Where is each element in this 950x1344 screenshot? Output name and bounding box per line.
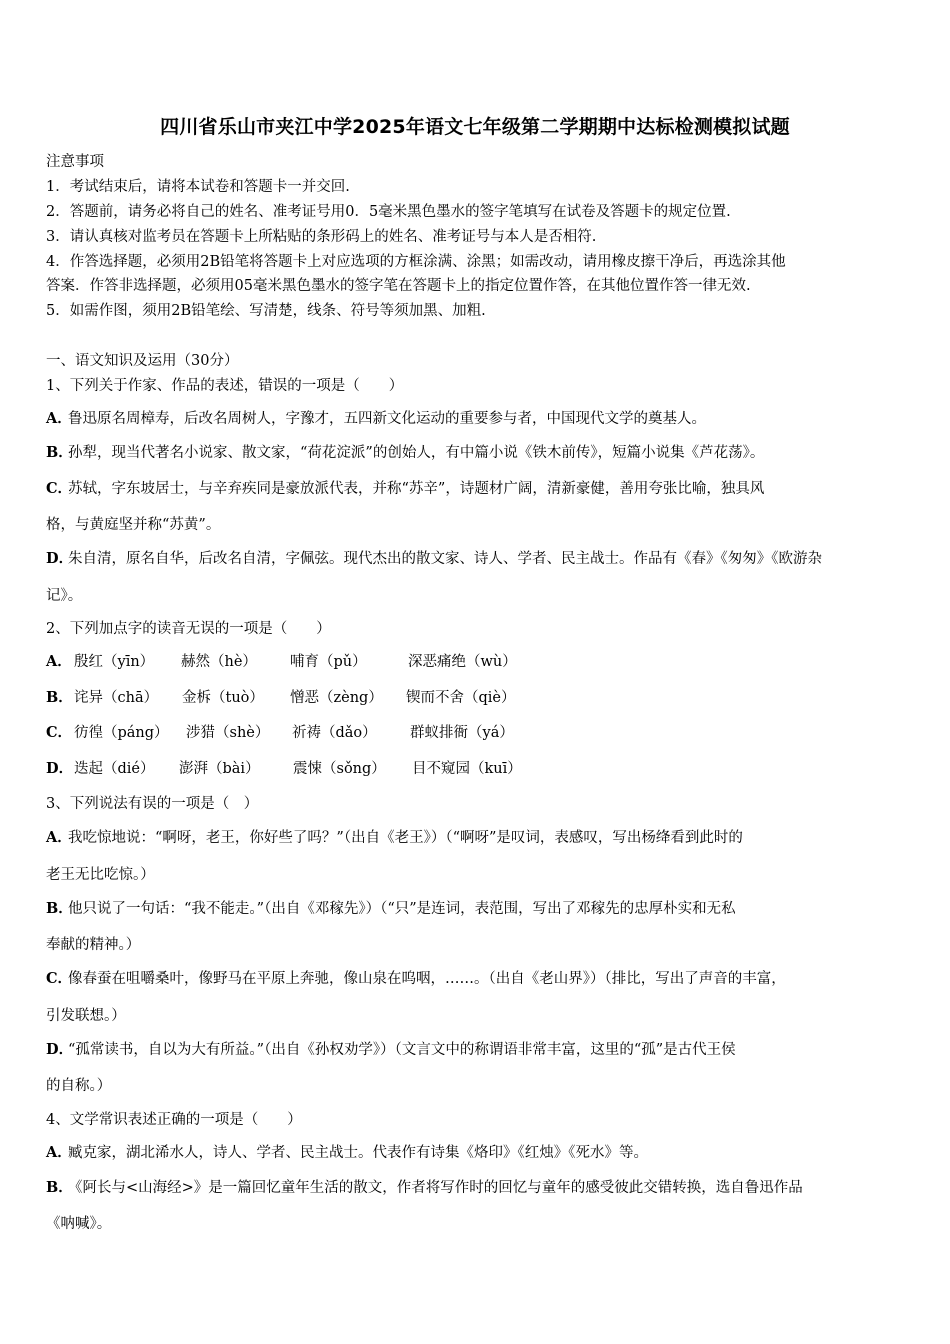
q4-option-a <box>46 1143 912 1163</box>
q1-option-c-cont: 格，与黄庭坚并称“苏黄”。 <box>46 517 221 533</box>
q1-option-d <box>46 549 912 569</box>
option-text: 像春蚕在咀嚼桑叶，像野马在平原上奔驰，像山泉在呜咽，……。（出自《老山界》）（排比，写出了声音的丰富， <box>68 971 786 987</box>
option-text: 朱自清，原名自华，后改名自清，字佩弦。现代杰出的散文家、诗人、学者、民主战士。作品有《春》《匆匆》《欧游杂 <box>68 551 822 567</box>
option-label: A． <box>46 653 72 670</box>
q3-option-c <box>46 969 912 989</box>
q4-option-b-cont: 《呐喊》。 <box>46 1216 112 1232</box>
q3-option-b <box>46 899 912 919</box>
question-1-stem: 1、下列关于作家、作品的表述，错误的一项是（ ） <box>46 378 404 394</box>
pinyin-item: 锲而不舍（qiè） <box>406 690 516 706</box>
option-label: C． <box>46 970 73 987</box>
question-4-stem: 4、文学常识表述正确的一项是（ ） <box>46 1112 302 1128</box>
option-text: 我吃惊地说：“啊呀，老王，你好些了吗？”（出自《老王》）（“啊呀”是叹词，表感叹，写出杨绛看到此时的 <box>68 830 743 846</box>
page-title: 四川省乐山市夹江中学2025年语文七年级第二学期期中达标检测模拟试题 <box>160 116 790 138</box>
q3-option-c-cont: 引发联想。） <box>46 1008 126 1024</box>
option-label: B． <box>46 900 73 917</box>
notice-line: 2．答题前，请务必将自己的姓名、准考证号用0．5毫米黑色墨水的签字笔填写在试卷及答题卡的规定位置. <box>46 204 731 220</box>
q3-option-a-cont: 老王无比吃惊。） <box>46 867 155 883</box>
q3-option-a <box>46 828 912 848</box>
pinyin-item: 澎湃（bài） <box>179 761 260 777</box>
option-label: C． <box>46 724 73 741</box>
question-2-stem: 2、下列加点字的读音无误的一项是（ ） <box>46 621 331 637</box>
notice-heading: 注意事项 <box>46 154 104 170</box>
q1-option-a <box>46 409 912 429</box>
option-label: B． <box>46 444 73 461</box>
section-heading: 一、语文知识及运用（30分） <box>46 353 239 369</box>
pinyin-item: 憎恶（zèng） <box>290 690 383 706</box>
option-label: D． <box>46 760 74 777</box>
pinyin-item: 涉猎（shè） <box>186 725 270 741</box>
notice-line: 3．请认真核对监考员在答题卡上所粘贴的条形码上的姓名、准考证号与本人是否相符. <box>46 229 597 245</box>
pinyin-item: 祈祷（dǎo） <box>292 725 377 741</box>
q3-option-d-cont: 的自称。） <box>46 1078 112 1094</box>
pinyin-item: 哺育（pǔ） <box>290 654 367 670</box>
q2-option-c <box>46 723 912 743</box>
option-label: D． <box>46 550 74 567</box>
pinyin-item: 目不窥园（kuī） <box>412 761 522 777</box>
notice-line: 5．如需作图，须用2B铅笔绘、写清楚，线条、符号等须加黑、加粗. <box>46 303 486 319</box>
option-text: 孙犁，现当代著名小说家、散文家，“荷花淀派”的创始人，有中篇小说《铁木前传》，短篇小说集《芦花荡》。 <box>68 445 765 461</box>
pinyin-item: 金柝（tuò） <box>182 690 264 706</box>
pinyin-item: 深恶痛绝（wù） <box>408 654 517 670</box>
option-label: A． <box>46 1144 72 1161</box>
option-label: A． <box>46 410 72 427</box>
option-text: 他只说了一句话：“我不能走。”（出自《邓稼先》）（“只”是连词，表范围，写出了邓稼先的忠厚朴实和无私 <box>68 901 736 917</box>
notice-line: 答案．作答非选择题，必须用05毫米黑色墨水的签字笔在答题卡上的指定位置作答，在其他位置作答一律无效. <box>46 278 751 294</box>
q1-option-c <box>46 479 912 499</box>
q4-option-b <box>46 1178 912 1198</box>
option-text: 臧克家，湖北浠水人，诗人、学者、民主战士。代表作有诗集《烙印》《红烛》《死水》等。 <box>68 1145 648 1161</box>
option-label: B． <box>46 1179 73 1196</box>
pinyin-item: 诧异（chā） <box>74 690 159 706</box>
option-text: “孤常读书，自以为大有所益。”（出自《孙权劝学》）（文言文中的称谓语非常丰富，这里的“孤”是古代王侯 <box>68 1042 736 1058</box>
option-text: 《阿长与<山海经>》是一篇回忆童年生活的散文，作者将写作时的回忆与童年的感受彼此交错转换，选自鲁迅作品 <box>68 1180 803 1196</box>
notice-line: 4．作答选择题，必须用2B铅笔将答题卡上对应选项的方框涂满、涂黑；如需改动，请用橡皮擦干净后，再选涂其他 <box>46 254 786 270</box>
q2-option-a <box>46 652 912 672</box>
q3-option-d <box>46 1040 912 1060</box>
notice-line: 1．考试结束后，请将本试卷和答题卡一并交回. <box>46 179 350 195</box>
pinyin-item: 迭起（dié） <box>74 761 155 777</box>
pinyin-item: 殷红（yīn） <box>74 654 155 670</box>
option-text: 苏轼，字东坡居士，与辛弃疾同是豪放派代表，并称“苏辛”，诗题材广阔，清新豪健，善用夸张比喻，独具风 <box>68 481 765 497</box>
q2-option-d <box>46 759 912 779</box>
option-label: C． <box>46 480 73 497</box>
option-label: D． <box>46 1041 74 1058</box>
q1-option-d-cont: 记》。 <box>46 588 83 604</box>
option-label: A． <box>46 829 72 846</box>
q3-option-b-cont: 奉献的精神。） <box>46 937 141 953</box>
pinyin-item: 震悚（sǒng） <box>293 761 386 777</box>
pinyin-item: 群蚁排衙（yá） <box>410 725 514 741</box>
pinyin-item: 赫然（hè） <box>181 654 257 670</box>
question-3-stem: 3、下列说法有误的一项是（ ） <box>46 796 259 812</box>
q1-option-b <box>46 443 912 463</box>
option-label: B． <box>46 689 73 706</box>
option-text: 鲁迅原名周樟寿，后改名周树人，字豫才，五四新文化运动的重要参与者，中国现代文学的奠基人。 <box>68 411 706 427</box>
pinyin-item: 彷徨（páng） <box>74 725 169 741</box>
q2-option-b <box>46 688 912 708</box>
